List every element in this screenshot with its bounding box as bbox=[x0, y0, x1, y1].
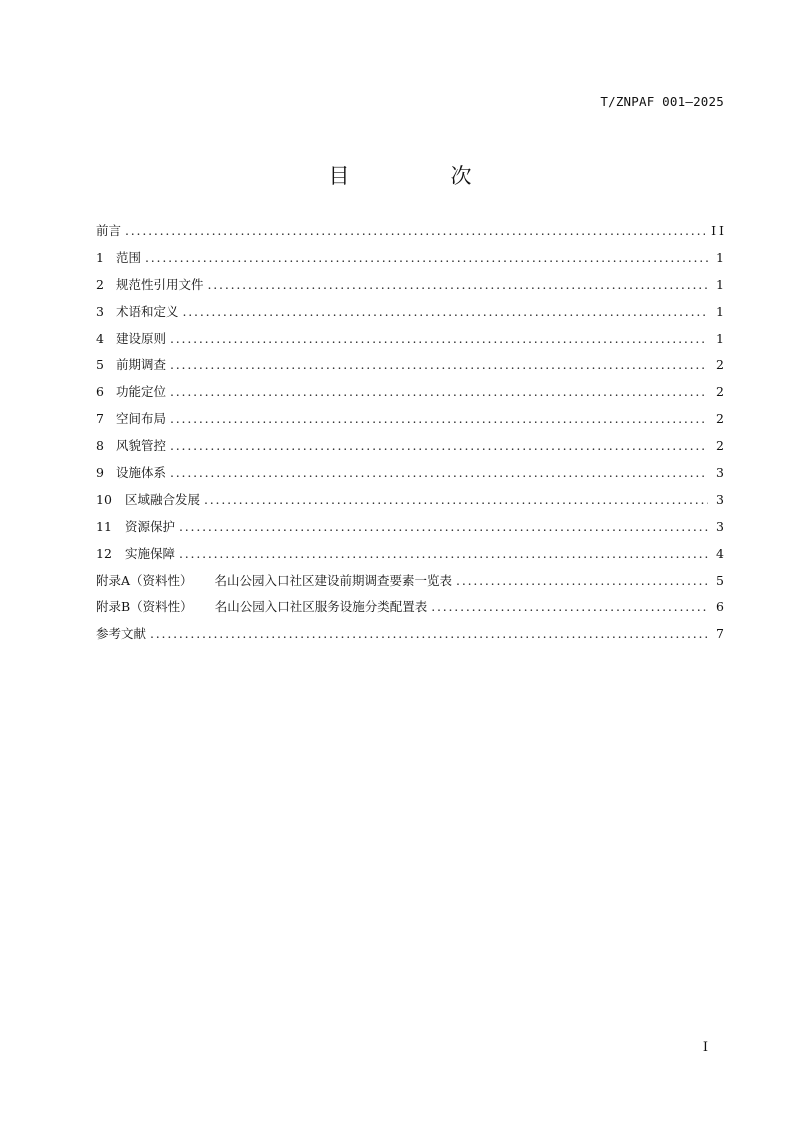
toc-entry-page: 3 bbox=[716, 491, 724, 507]
toc-entry-label: 参考文献 bbox=[96, 626, 147, 642]
document-code: T/ZNPAF 001—2025 bbox=[600, 94, 724, 109]
toc-leader-dots bbox=[145, 245, 708, 272]
toc-entry-number: 12 bbox=[96, 545, 112, 561]
toc-entry-references[interactable] bbox=[96, 621, 724, 648]
toc-entry-number: 2 bbox=[96, 276, 104, 292]
toc-leader-dots bbox=[170, 352, 708, 379]
toc-entry-label: 资源保护 bbox=[125, 518, 176, 534]
toc-entry-number: 附录B（资料性） bbox=[96, 599, 193, 615]
toc-entry-number: 5 bbox=[96, 357, 104, 373]
toc-entry-label: 名山公园入口社区建设前期调查要素一览表 bbox=[214, 572, 453, 588]
toc-entry-page: 1 bbox=[716, 303, 724, 319]
toc-entry-label: 范围 bbox=[116, 249, 142, 265]
toc-leader-dots bbox=[170, 326, 708, 353]
toc-entry-label: 前期调查 bbox=[116, 357, 167, 373]
toc-leader-dots bbox=[456, 568, 708, 595]
toc-entry-page: 2 bbox=[716, 438, 724, 454]
toc-entry-number: 附录A（资料性） bbox=[96, 572, 193, 588]
toc-entry-2[interactable] bbox=[96, 272, 724, 299]
page-title: 目 次 bbox=[328, 164, 512, 188]
toc-entry-number: 4 bbox=[96, 330, 104, 346]
toc-entry-page: 3 bbox=[716, 465, 724, 481]
table-of-contents bbox=[96, 218, 727, 648]
toc-entry-page: 7 bbox=[716, 626, 724, 642]
toc-entry-number: 6 bbox=[96, 384, 104, 400]
toc-entry-label: 空间布局 bbox=[116, 411, 167, 427]
toc-entry-page: 4 bbox=[716, 545, 724, 561]
toc-entry-page: 1 bbox=[716, 276, 724, 292]
toc-entry-1[interactable] bbox=[96, 245, 724, 272]
toc-entry-label: 名山公园入口社区服务设施分类配置表 bbox=[214, 599, 428, 615]
toc-entry-foreword[interactable] bbox=[96, 218, 727, 245]
toc-entry-number: 7 bbox=[96, 411, 104, 427]
toc-entry-number: 10 bbox=[96, 491, 112, 507]
toc-entry-12[interactable] bbox=[96, 541, 724, 568]
toc-leader-dots bbox=[204, 487, 708, 514]
toc-entry-number: 3 bbox=[96, 303, 104, 319]
toc-leader-dots bbox=[125, 218, 705, 245]
toc-entry-number: 9 bbox=[96, 465, 104, 481]
toc-leader-dots bbox=[431, 594, 708, 621]
toc-entry-8[interactable] bbox=[96, 433, 724, 460]
toc-leader-dots bbox=[179, 514, 708, 541]
toc-entry-5[interactable] bbox=[96, 352, 724, 379]
toc-entry-label: 功能定位 bbox=[116, 384, 167, 400]
toc-entry-label: 设施体系 bbox=[116, 465, 167, 481]
toc-entry-11[interactable] bbox=[96, 514, 724, 541]
toc-leader-dots bbox=[170, 379, 708, 406]
toc-entry-label: 前言 bbox=[96, 223, 122, 238]
toc-entry-number: 11 bbox=[96, 518, 112, 534]
toc-leader-dots bbox=[208, 272, 708, 299]
toc-entry-page: 2 bbox=[716, 384, 724, 400]
toc-entry-4[interactable] bbox=[96, 326, 724, 353]
toc-entry-10[interactable] bbox=[96, 487, 724, 514]
toc-entry-page: 2 bbox=[716, 357, 724, 373]
toc-entry-page: 3 bbox=[716, 518, 724, 534]
toc-entry-page: 6 bbox=[716, 599, 724, 615]
toc-entry-page: 1 bbox=[716, 249, 724, 265]
toc-entry-number: 8 bbox=[96, 438, 104, 454]
toc-leader-dots bbox=[170, 406, 708, 433]
toc-entry-6[interactable] bbox=[96, 379, 724, 406]
toc-entry-appendix-a[interactable] bbox=[96, 568, 724, 595]
toc-entry-label: 规范性引用文件 bbox=[116, 276, 204, 292]
toc-entry-3[interactable] bbox=[96, 299, 724, 326]
toc-entry-number: 1 bbox=[96, 249, 104, 265]
toc-entry-7[interactable] bbox=[96, 406, 724, 433]
page-number: I bbox=[702, 1040, 708, 1055]
toc-entry-label: 实施保障 bbox=[125, 545, 176, 561]
toc-entry-page: 2 bbox=[716, 411, 724, 427]
toc-entry-9[interactable] bbox=[96, 460, 724, 487]
toc-entry-label: 建设原则 bbox=[116, 330, 167, 346]
toc-leader-dots bbox=[179, 541, 708, 568]
toc-leader-dots bbox=[183, 299, 708, 326]
toc-leader-dots bbox=[150, 621, 708, 648]
toc-entry-label: 区域融合发展 bbox=[125, 491, 201, 507]
toc-entry-page: II bbox=[711, 223, 727, 238]
toc-entry-label: 术语和定义 bbox=[116, 303, 179, 319]
toc-leader-dots bbox=[170, 433, 708, 460]
toc-entry-page: 1 bbox=[716, 330, 724, 346]
toc-entry-appendix-b[interactable] bbox=[96, 594, 724, 621]
toc-entry-page: 5 bbox=[716, 572, 724, 588]
toc-leader-dots bbox=[170, 460, 708, 487]
toc-entry-label: 风貌管控 bbox=[116, 438, 167, 454]
